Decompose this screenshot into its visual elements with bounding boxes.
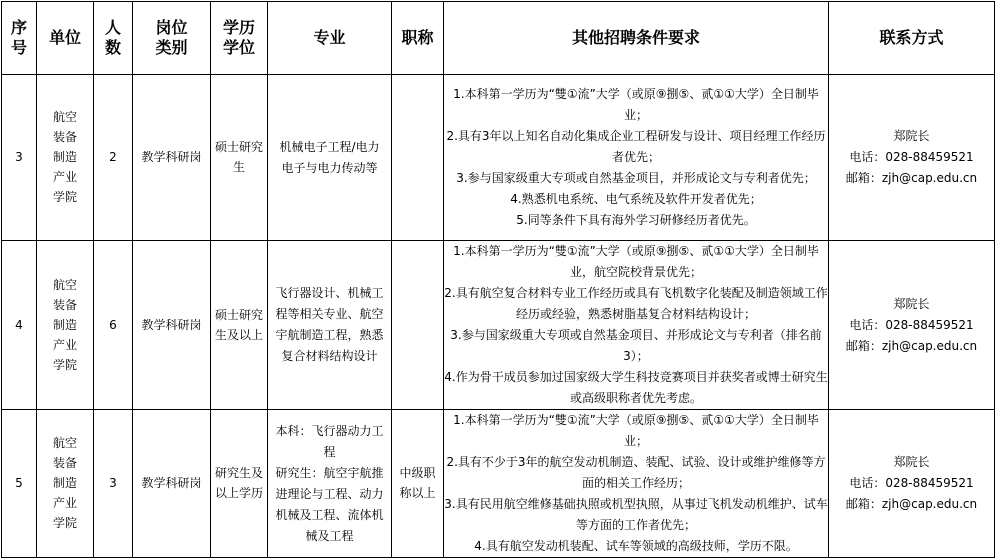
cell-title: [392, 241, 444, 410]
cell-post-type: 教学科研岗: [133, 241, 211, 410]
contact-phone: 电话：028-88459521: [849, 476, 974, 490]
header-seq: 序号: [2, 2, 37, 75]
contact-email: 邮箱：zjh@cap.edu.cn: [845, 497, 978, 511]
cell-major: [268, 410, 392, 558]
requirement-item: 1.本科第一学历为“雙①流”大学（或原⑨捌⑤、贰①①大学）全日制毕业；: [453, 413, 819, 448]
cell-education: 研究生及以上学历: [211, 410, 268, 558]
requirement-item: 3.具有民用航空维修基础执照或机型执照，从事过飞机发动机维护、试车等方面的工作者优先；: [444, 497, 828, 532]
contact-name: 郑院长: [893, 129, 930, 143]
header-title: 职称: [392, 2, 444, 75]
cell-contact: [829, 75, 995, 241]
cell-post-type: 教学科研岗: [133, 75, 211, 241]
header-row: [2, 2, 995, 75]
requirement-item: 4.具有航空发动机装配、试车等领域的高级技师，学历不限。: [474, 539, 798, 553]
contact-name: 郑院长: [893, 296, 930, 311]
cell-title: [392, 75, 444, 241]
cell-seq: 4: [2, 241, 37, 410]
cell-requirements: [444, 241, 829, 410]
table-row: [2, 75, 995, 241]
cell-requirements: [444, 75, 829, 241]
contact-email: 邮箱：zjh@cap.edu.cn: [845, 171, 978, 185]
requirement-item: 1.本科第一学历为“雙①流”大学（或原⑨捌⑤、贰①①大学）全日制毕业，航空院校背景优先；: [453, 244, 819, 279]
contact-phone: 电话：028-88459521: [849, 317, 974, 332]
header-count: 人数: [94, 2, 133, 75]
major-graduate: 研究生：航空宇航推进理论与工程、动力机械及工程、流体机械及工程: [275, 465, 384, 543]
cell-requirements: [444, 410, 829, 558]
cell-unit: 航空装备制造产业学院: [37, 241, 94, 410]
table-row: [2, 241, 995, 410]
requirement-item: 2.具有航空复合材料专业工作经历或具有飞机数字化装配及制造领域工作经历或经验，熟悉树脂基复合材料结构设计；: [444, 286, 828, 321]
table-row: [2, 410, 995, 558]
contact-phone: 电话：028-88459521: [849, 150, 974, 164]
requirement-item: 5.同等条件下具有海外学习研修经历者优先。: [516, 213, 756, 227]
cell-count: 6: [94, 241, 133, 410]
header-unit: 单位: [37, 2, 94, 75]
requirement-item: 4.熟悉机电系统、电气系统及软件开发者优先；: [510, 192, 762, 206]
header-contact: 联系方式: [829, 2, 995, 75]
recruitment-table: [1, 1, 995, 558]
cell-major: 机械电子工程/电力电子与电力传动等: [268, 75, 392, 241]
requirement-item: 3.参与国家级重大专项或自然基金项目、并形成论文与专利者（排名前3）；: [450, 328, 822, 363]
header-post-type: 岗位类别: [133, 2, 211, 75]
cell-unit: 航空装备制造产业学院: [37, 410, 94, 558]
contact-email: 邮箱：zjh@cap.edu.cn: [845, 338, 978, 353]
cell-seq: 3: [2, 75, 37, 241]
cell-count: 2: [94, 75, 133, 241]
cell-seq: 5: [2, 410, 37, 558]
cell-unit: 航空装备制造产业学院: [37, 75, 94, 241]
header-requirements: 其他招聘条件要求: [444, 2, 829, 75]
requirement-item: 4.作为骨干成员参加过国家级大学生科技竞赛项目并获奖者或博士研究生或高级职称者优先考虑。: [444, 370, 828, 405]
cell-major: 飞行器设计、机械工程等相关专业、航空宇航制造工程，熟悉复合材料结构设计: [268, 241, 392, 410]
cell-education: 硕士研究生及以上: [211, 241, 268, 410]
cell-education: 硕士研究生: [211, 75, 268, 241]
cell-post-type: 教学科研岗: [133, 410, 211, 558]
requirement-item: 2.具有不少于3年的航空发动机制造、装配、试验、设计或维护维修等方面的相关工作经历；: [446, 455, 826, 490]
cell-contact: [829, 410, 995, 558]
major-undergrad: 本科：飞行器动力工程: [275, 423, 384, 459]
header-major: 专业: [268, 2, 392, 75]
contact-name: 郑院长: [893, 455, 930, 469]
cell-title: 中级职称以上: [392, 410, 444, 558]
requirement-item: 3.参与国家级重大专项或自然基金项目，并形成论文与专利者优先；: [456, 171, 816, 185]
header-education: 学历学位: [211, 2, 268, 75]
requirement-item: 1.本科第一学历为“雙①流”大学（或原⑨捌⑤、贰①①大学）全日制毕业；: [453, 87, 819, 122]
cell-contact: [829, 241, 995, 410]
cell-count: 3: [94, 410, 133, 558]
requirement-item: 2.具有3年以上知名自动化集成企业工程研发与设计、项目经理工作经历者优先；: [446, 129, 826, 164]
